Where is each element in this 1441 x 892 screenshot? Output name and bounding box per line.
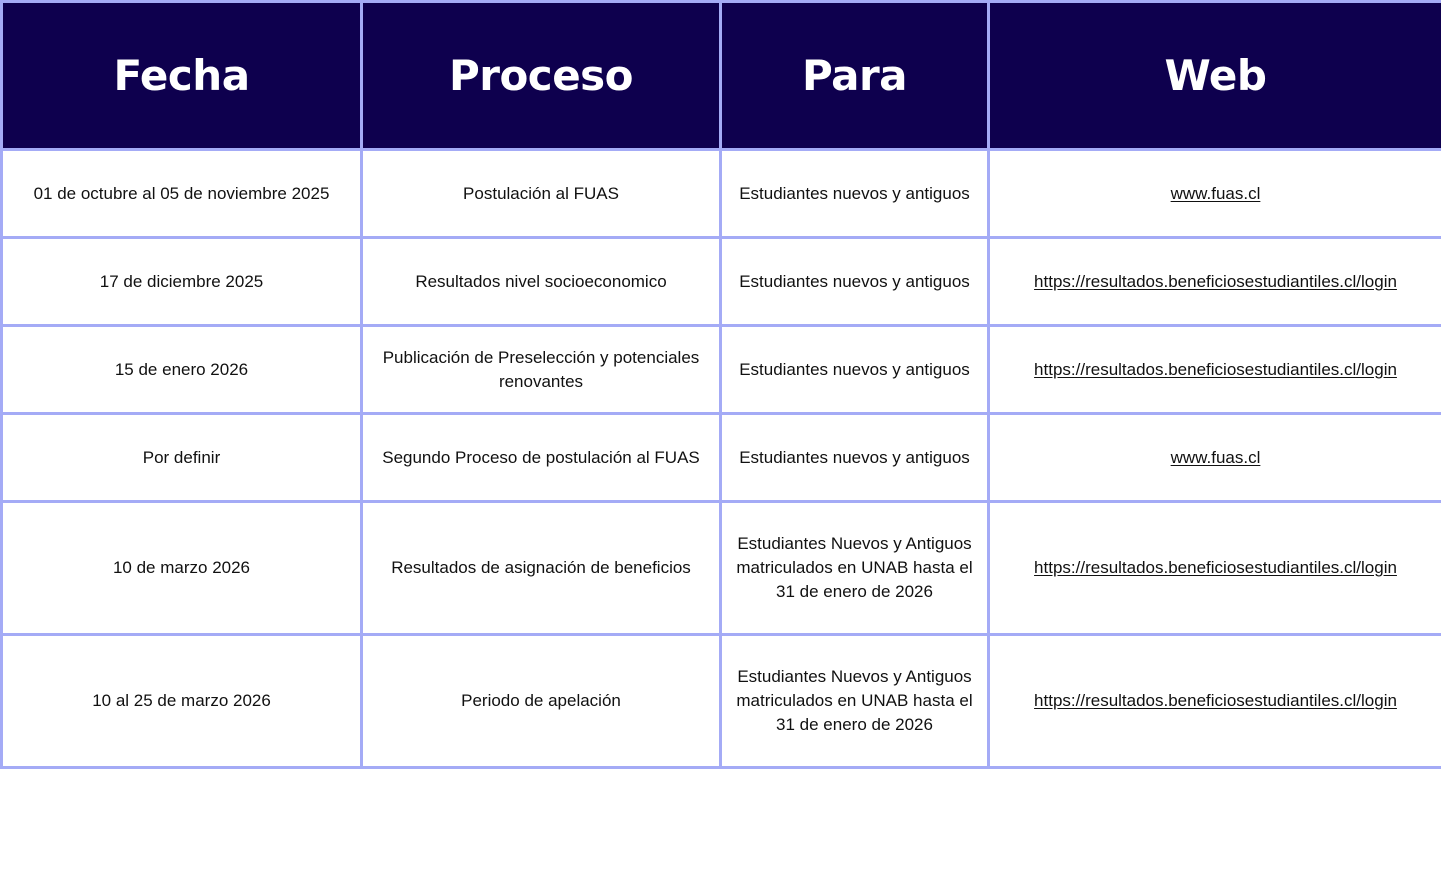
header-proceso: Proceso: [362, 2, 721, 150]
cell-web: [989, 502, 1441, 635]
cell-web: [989, 414, 1441, 502]
web-link[interactable]: https://resultados.beneficiosestudiantiles.cl/login: [1034, 691, 1397, 710]
cell-web: [989, 326, 1441, 414]
cell-para: Estudiantes nuevos y antiguos: [721, 326, 989, 414]
table-row: [2, 502, 1441, 635]
cell-fecha: 10 al 25 de marzo 2026: [2, 635, 362, 768]
cell-fecha: 15 de enero 2026: [2, 326, 362, 414]
table-header-row: [2, 2, 1441, 150]
cell-fecha: 10 de marzo 2026: [2, 502, 362, 635]
cell-web: [989, 238, 1441, 326]
table-row: [2, 150, 1441, 238]
header-web: Web: [989, 2, 1441, 150]
cell-fecha: 17 de diciembre 2025: [2, 238, 362, 326]
cell-fecha: Por definir: [2, 414, 362, 502]
cell-para: Estudiantes Nuevos y Antiguos matriculados en UNAB hasta el 31 de enero de 2026: [721, 635, 989, 768]
web-link[interactable]: https://resultados.beneficiosestudiantiles.cl/login: [1034, 271, 1397, 291]
cell-proceso: Segundo Proceso de postulación al FUAS: [362, 414, 721, 502]
cell-web: [989, 150, 1441, 238]
table-row: [2, 635, 1441, 768]
web-link[interactable]: www.fuas.cl: [1170, 183, 1261, 203]
web-link[interactable]: www.fuas.cl: [1170, 447, 1261, 467]
cell-web: [989, 635, 1441, 768]
table-row: [2, 326, 1441, 414]
cell-para: Estudiantes nuevos y antiguos: [721, 414, 989, 502]
cell-para: Estudiantes nuevos y antiguos: [721, 238, 989, 326]
cell-proceso: Resultados de asignación de beneficios: [362, 502, 721, 635]
cell-para: Estudiantes Nuevos y Antiguos matriculados en UNAB hasta el 31 de enero de 2026: [721, 502, 989, 635]
cell-proceso: Publicación de Preselección y potenciales renovantes: [362, 326, 721, 414]
table-row: [2, 414, 1441, 502]
web-link[interactable]: https://resultados.beneficiosestudiantiles.cl/login: [1034, 359, 1397, 379]
header-fecha: Fecha: [2, 2, 362, 150]
cell-proceso: Postulación al FUAS: [362, 150, 721, 238]
cell-para: Estudiantes nuevos y antiguos: [721, 150, 989, 238]
table-row: [2, 238, 1441, 326]
cell-fecha: 01 de octubre al 05 de noviembre 2025: [2, 150, 362, 238]
cell-proceso: Periodo de apelación: [362, 635, 721, 768]
web-link[interactable]: https://resultados.beneficiosestudiantiles.cl/login: [1034, 558, 1397, 577]
cell-proceso: Resultados nivel socioeconomico: [362, 238, 721, 326]
header-para: Para: [721, 2, 989, 150]
